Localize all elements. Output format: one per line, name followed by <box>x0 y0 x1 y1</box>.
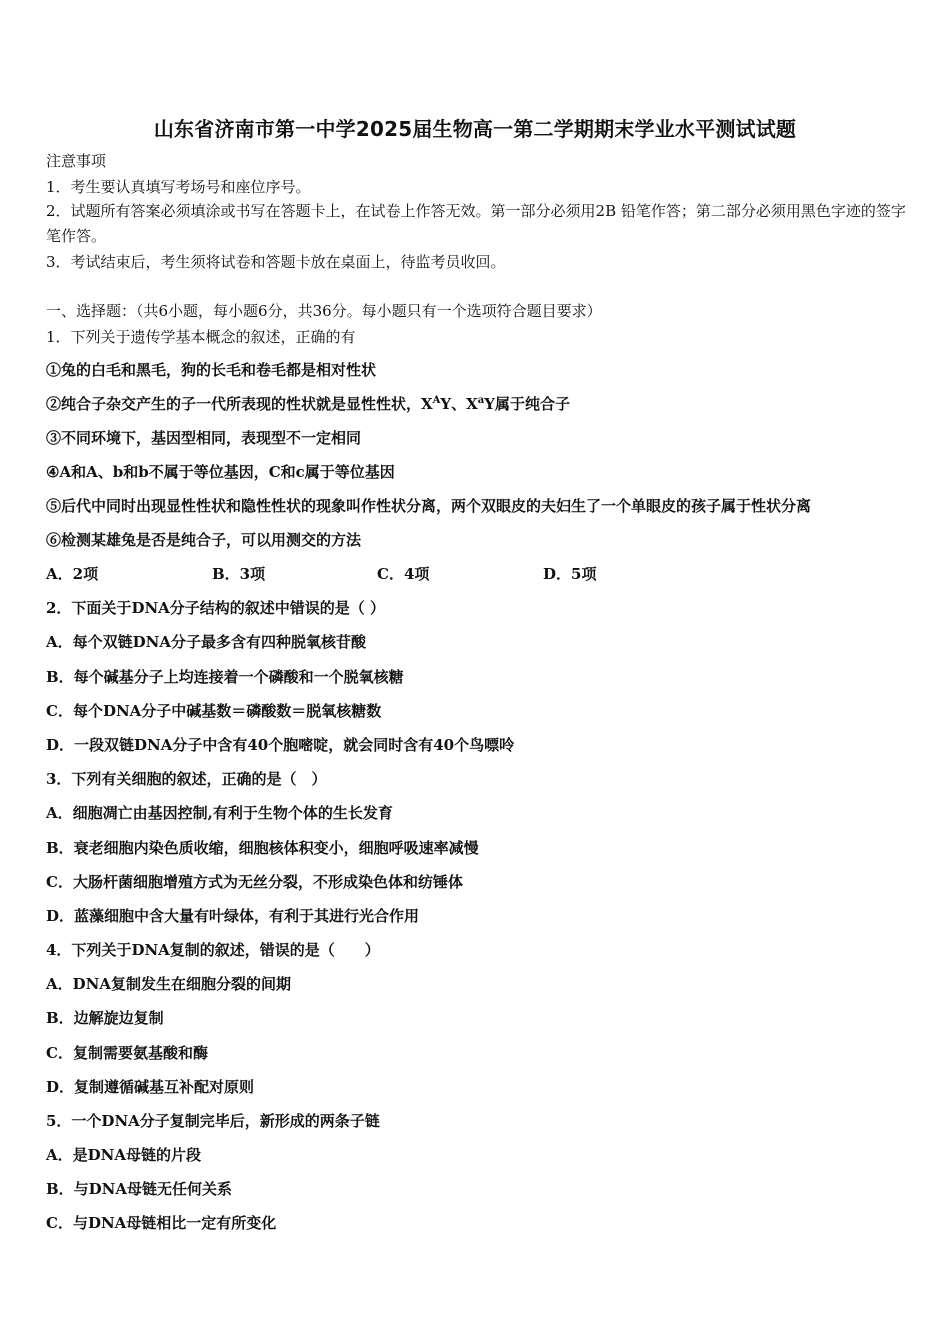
q1-statement-1: ①兔的白毛和黑毛，狗的长毛和卷毛都是相对性状 <box>46 361 377 379</box>
q2-option-b: B．每个碱基分子上均连接着一个磷酸和一个脱氧核糖 <box>46 668 404 686</box>
section-heading: 一、选择题：（共6小题，每小题6分，共36分。每小题只有一个选项符合题目要求） <box>46 302 602 320</box>
q5-stem: 5．一个DNA分子复制完毕后，新形成的两条子链 <box>46 1112 380 1130</box>
q4-option-b: B．边解旋边复制 <box>46 1009 164 1027</box>
q3-option-a: A．细胞凋亡由基因控制,有利于生物个体的生长发育 <box>46 804 393 822</box>
exam-title: 山东省济南市第一中学2025届生物高一第二学期期末学业水平测试试题 <box>153 117 797 141</box>
q5-option-b: B．与DNA母链无任何关系 <box>46 1180 233 1198</box>
q1-option-d: D．5项 <box>543 565 597 583</box>
q2-option-a: A．每个双链DNA分子最多含有四种脱氧核苷酸 <box>46 633 366 651</box>
q3-option-d: D．蓝藻细胞中含大量有叶绿体，有利于其进行光合作用 <box>46 907 420 925</box>
q4-option-d: D．复制遵循碱基互补配对原则 <box>46 1078 255 1096</box>
q2-option-d: D．一段双链DNA分子中含有40个胞嘧啶，就会同时含有40个鸟嘌呤 <box>46 736 515 754</box>
q3-option-c: C．大肠杆菌细胞增殖方式为无丝分裂，不形成染色体和纺锤体 <box>46 873 463 891</box>
q2-stem: 2．下面关于DNA分子结构的叙述中错误的是（ ） <box>46 599 386 617</box>
q4-stem: 4．下列关于DNA复制的叙述，错误的是（ ） <box>46 941 380 959</box>
notice-heading: 注意事项 <box>46 152 107 170</box>
q1-statement-2 <box>46 394 570 414</box>
q1-stem: 1．下列关于遗传学基本概念的叙述，正确的有 <box>46 328 356 346</box>
q5-option-c: C．与DNA母链相比一定有所变化 <box>46 1214 277 1232</box>
q1-statement-3: ③不同环境下，基因型相同，表现型不一定相同 <box>46 429 362 447</box>
q3-stem: 3．下列有关细胞的叙述，正确的是（ ） <box>46 770 327 788</box>
q1-statement-5: ⑤后代中同时出现显性性状和隐性性状的现象叫作性状分离，两个双眼皮的夫妇生了一个单眼皮的孩子属于性状分离 <box>46 497 812 515</box>
q1-statement-4: ④A和A、b和b不属于等位基因，C和c属于等位基因 <box>46 463 395 481</box>
q1-statement-6: ⑥检测某雄兔是否是纯合子，可以用测交的方法 <box>46 531 362 549</box>
q1-option-c: C．4项 <box>377 565 430 583</box>
q4-option-c: C．复制需要氨基酸和酶 <box>46 1044 208 1062</box>
notice-item-1: 1．考生要认真填写考场号和座位序号。 <box>46 178 311 196</box>
q1-statement-2-part-b: Y、X <box>440 395 478 413</box>
q1-statement-2-part-c: Y属于纯合子 <box>484 395 570 413</box>
q2-option-c: C．每个DNA分子中碱基数＝磷酸数＝脱氧核糖数 <box>46 702 382 720</box>
q1-statement-2-sup-2: a <box>477 395 485 406</box>
q1-statement-2-part-a: ②纯合子杂交产生的子一代所表现的性状就是显性性状，X <box>46 395 433 413</box>
notice-item-2: 2．试题所有答案必须填涂或书写在答题卡上，在试卷上作答无效。第一部分必须用2B 铅笔作答；第二部分必须用黑色字迹的签字笔作答。 <box>46 202 906 245</box>
q3-option-b: B．衰老细胞内染色质收缩，细胞核体积变小，细胞呼吸速率减慢 <box>46 839 479 857</box>
q1-option-b: B．3项 <box>212 565 266 583</box>
q1-statement-2-sup-1: A <box>432 395 441 406</box>
q4-option-a: A．DNA复制发生在细胞分裂的间期 <box>46 975 291 993</box>
q1-option-a: A．2项 <box>46 565 99 583</box>
q5-option-a: A．是DNA母链的片段 <box>46 1146 201 1164</box>
notice-item-3: 3．考试结束后，考生须将试卷和答题卡放在桌面上，待监考员收回。 <box>46 253 506 271</box>
